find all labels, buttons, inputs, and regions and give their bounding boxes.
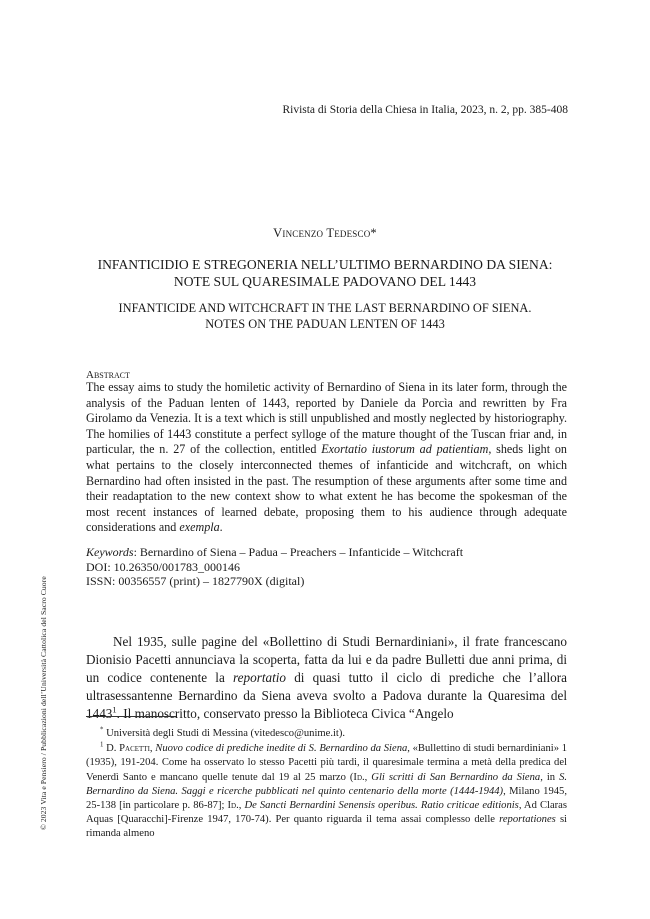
author-name: Vincenzo Tedesco — [273, 226, 371, 240]
footnote-ref-1: 1 — [112, 704, 117, 715]
fn1-text-d: , — [364, 771, 372, 783]
fn1-ibid-1: Id. — [353, 771, 365, 783]
fn1-title-4: De Sancti Bernardini Senensis operibus. Ratio criticae editionis — [244, 800, 519, 812]
english-title-line-1: INFANTICIDE AND WITCHCRAFT IN THE LAST BERNARDINO OF SIENA. — [118, 301, 532, 315]
fn1-ibid-2: Id. — [227, 800, 239, 812]
issn-line: ISSN: 00356557 (print) – 1827790X (digital) — [86, 574, 305, 589]
author-footnote-mark: * — [370, 226, 377, 240]
abstract-part-1: The essay aims to study the homiletic activity of Bernardino of Siena in its later form, through the analysis of the Paduan lenten of 1443, reported by Daniele da Porcìa and rewritten by Fra Girolamo da Venezia. It is a text which is still unpublished and mostly neglected by historiography. The homilies of 1443 constitute a perfect sylloge of the mature thought of the Tuscan friar and, in particular, the n. 27 of the collection, entitled — [86, 380, 567, 457]
fn1-title-3: S. Bernardino da Siena. Saggi e ricerche pubblicati nel quinto centenario della morte (1444-1944) — [86, 771, 568, 797]
footnote-affiliation-text: Università degli Studi di Messina (vitedesco@unime.it). — [103, 728, 346, 739]
keywords-list: : Bernardino of Siena – Padua – Preachers – Infanticide – Witchcraft — [133, 545, 464, 559]
fn1-text-a: D. — [103, 743, 120, 755]
footnote-mark-star: * — [100, 726, 104, 734]
fn1-text-c: , «Bullettino di studi bernardiniani» 1 (1935), 191-204. Come ha osservato lo stesso Pacetti più tardi, il quaresimale termina a metà della predica del Venerdì Santo e mancano quelle tenute dal 19 al 25 marzo ( — [86, 743, 567, 783]
abstract-heading: Abstract — [86, 369, 130, 381]
english-title-line-2: NOTES ON THE PADUAN LENTEN OF 1443 — [205, 316, 445, 331]
body-text — [86, 633, 567, 723]
italian-title — [60, 256, 590, 290]
footnote-mark-1: 1 — [100, 741, 104, 749]
fn1-title-5: reportationes — [499, 814, 556, 826]
body-italic-reportatio: reportatio — [233, 669, 287, 685]
body-part-1: Nel 1935, sulle pagine del «Bollettino di Studi Bernardiniani», il frate francescano Dionisio Pacetti annunciava la scoperta, fatta da lui e da padre Bulletti due anni prima, di un codice contenente la — [86, 634, 567, 685]
body-part-3: . Il manoscritto, conservato presso la Biblioteca Civica “Angelo — [116, 705, 454, 721]
body-part-2: di quasi tutto il ciclo di prediche che l’allora ultrasessantenne Bernardino da Siena aveva svolto a Padova durante la Quaresima del 1443 — [86, 669, 568, 721]
fn1-author-pacetti: Pacetti — [119, 743, 150, 755]
italian-title-line-1: INFANTICIDIO E STREGONERIA NELL’ULTIMO BERNARDINO DA SIENA: — [97, 257, 553, 272]
author-line — [0, 226, 650, 241]
footnotes — [86, 727, 567, 843]
fn1-text-f: , Milano 1945, 25-138 [in particolare p. 86-87]; — [86, 785, 567, 812]
fn1-text-h: , Ad Claras Aquas [Quaracchi]-Firenze 1947, 170-74). Per quanto riguarda il tema assai complesso delle — [86, 800, 568, 826]
article-metadata — [86, 545, 567, 589]
abstract-part-2: , sheds light on what pertains to the closely interconnected themes of infanticide and witchcraft, on which Bernardino had often insisted in the past. The resumption of these arguments after some time and their readaptation to the new context show to what extent he has become the spokesman of the most recent instances of learned debate, proposing them to his audience through adequate considerations and — [86, 442, 567, 535]
fn1-text-e: , in — [540, 771, 560, 783]
abstract-text — [86, 380, 567, 536]
abstract-italic-exempla: exempla — [179, 520, 220, 535]
footnote-rule — [86, 716, 176, 717]
abstract-italic-title: Exortatio iustorum ad patientiam — [321, 442, 489, 457]
english-title — [60, 301, 590, 332]
journal-header: Rivista di Storia della Chiesa in Italia, 2023, n. 2, pp. 385-408 — [282, 104, 568, 116]
fn1-text-i: si rimanda almeno — [86, 814, 568, 840]
fn1-title-1: Nuovo codice di prediche inedite di S. Bernardino da Siena — [155, 743, 408, 755]
footnote-1 — [86, 742, 567, 841]
body-paragraph — [86, 633, 567, 723]
footnote-affiliation — [86, 727, 567, 741]
fn1-text-g: , — [238, 800, 245, 812]
fn1-text-b: , — [149, 743, 156, 755]
keywords-line — [86, 545, 567, 560]
abstract-part-3: . — [219, 520, 223, 535]
fn1-title-2: Gli scritti di San Bernardino da Siena — [371, 771, 541, 783]
doi-line: DOI: 10.26350/001783_000146 — [86, 559, 240, 574]
keywords-label: Keywords — [86, 545, 134, 559]
copyright-side-note: © 2023 Vita e Pensiero / Pubblicazioni dell’Università Cattolica del Sacro Cuore — [39, 576, 48, 830]
italian-title-line-2: NOTE SUL QUARESIMALE PADOVANO DEL 1443 — [173, 274, 477, 289]
